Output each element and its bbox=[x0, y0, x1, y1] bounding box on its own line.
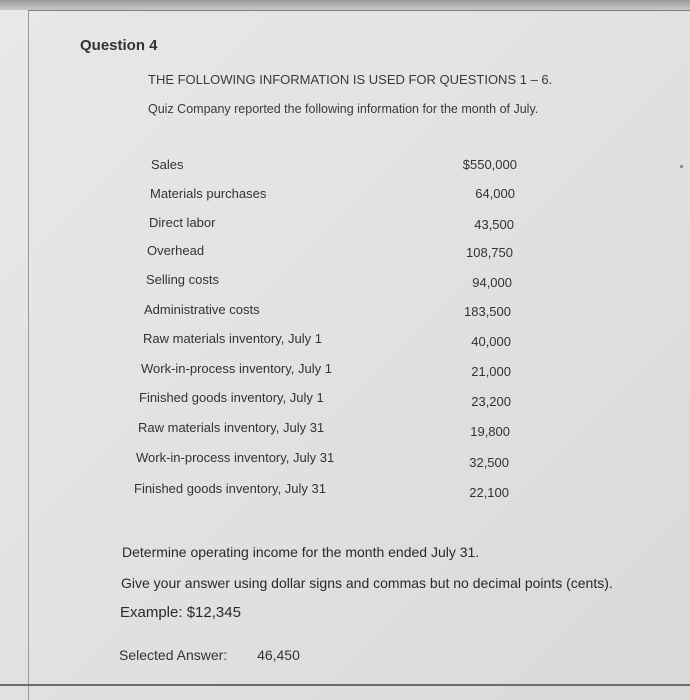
photo-top-edge bbox=[0, 0, 690, 10]
prompt-line-1: Determine operating income for the month ended July 31. bbox=[122, 544, 480, 560]
row-value: 19,800 bbox=[470, 424, 510, 439]
row-value: 22,100 bbox=[469, 485, 509, 500]
selected-answer bbox=[119, 647, 300, 663]
row-label: Finished goods inventory, July 31 bbox=[134, 481, 326, 496]
row-value: 64,000 bbox=[475, 186, 515, 201]
panel-top-border bbox=[28, 10, 690, 11]
table-row bbox=[134, 481, 510, 503]
row-value: $550,000 bbox=[462, 157, 517, 172]
row-label: Overhead bbox=[147, 243, 205, 258]
table-row bbox=[141, 361, 513, 383]
table-row bbox=[146, 272, 514, 294]
row-label: Raw materials inventory, July 1 bbox=[143, 331, 322, 346]
prompt-line-2: Give your answer using dollar signs and commas but no decimal points (cents). bbox=[121, 575, 613, 591]
screen-speck bbox=[680, 165, 683, 168]
intro-text: THE FOLLOWING INFORMATION IS USED FOR QUESTIONS 1 – 6. bbox=[148, 72, 553, 87]
subtitle-text: Quiz Company reported the following information for the month of July. bbox=[148, 102, 539, 116]
table-row bbox=[150, 186, 516, 208]
selected-answer-label: Selected Answer: bbox=[119, 647, 228, 663]
row-label: Sales bbox=[151, 157, 184, 172]
row-value: 40,000 bbox=[471, 334, 511, 349]
panel-left-border bbox=[28, 10, 29, 700]
bottom-divider bbox=[0, 684, 690, 686]
row-label: Selling costs bbox=[146, 272, 219, 287]
row-value: 183,500 bbox=[464, 304, 511, 319]
table-row bbox=[149, 215, 515, 237]
row-label: Work-in-process inventory, July 1 bbox=[141, 361, 332, 376]
row-value: 108,750 bbox=[466, 245, 513, 260]
row-label: Materials purchases bbox=[150, 186, 267, 201]
row-label: Work-in-process inventory, July 31 bbox=[136, 450, 335, 465]
row-value: 23,200 bbox=[471, 394, 511, 409]
table-row bbox=[136, 450, 512, 472]
table-row bbox=[147, 243, 515, 265]
question-title: Question 4 bbox=[80, 37, 158, 54]
table-row bbox=[144, 302, 514, 324]
selected-answer-value: 46,450 bbox=[257, 647, 300, 663]
row-label: Raw materials inventory, July 31 bbox=[138, 420, 325, 435]
table-row bbox=[138, 420, 512, 442]
row-value: 43,500 bbox=[474, 217, 514, 232]
row-value: 32,500 bbox=[469, 455, 509, 470]
table-row bbox=[139, 390, 513, 412]
row-label: Finished goods inventory, July 1 bbox=[139, 390, 324, 405]
table-row bbox=[151, 157, 517, 179]
row-value: 94,000 bbox=[472, 275, 512, 290]
row-label: Administrative costs bbox=[144, 302, 260, 317]
table-row bbox=[143, 331, 513, 353]
example-text: Example: $12,345 bbox=[120, 604, 241, 621]
row-label: Direct labor bbox=[149, 215, 216, 230]
row-value: 21,000 bbox=[471, 364, 511, 379]
